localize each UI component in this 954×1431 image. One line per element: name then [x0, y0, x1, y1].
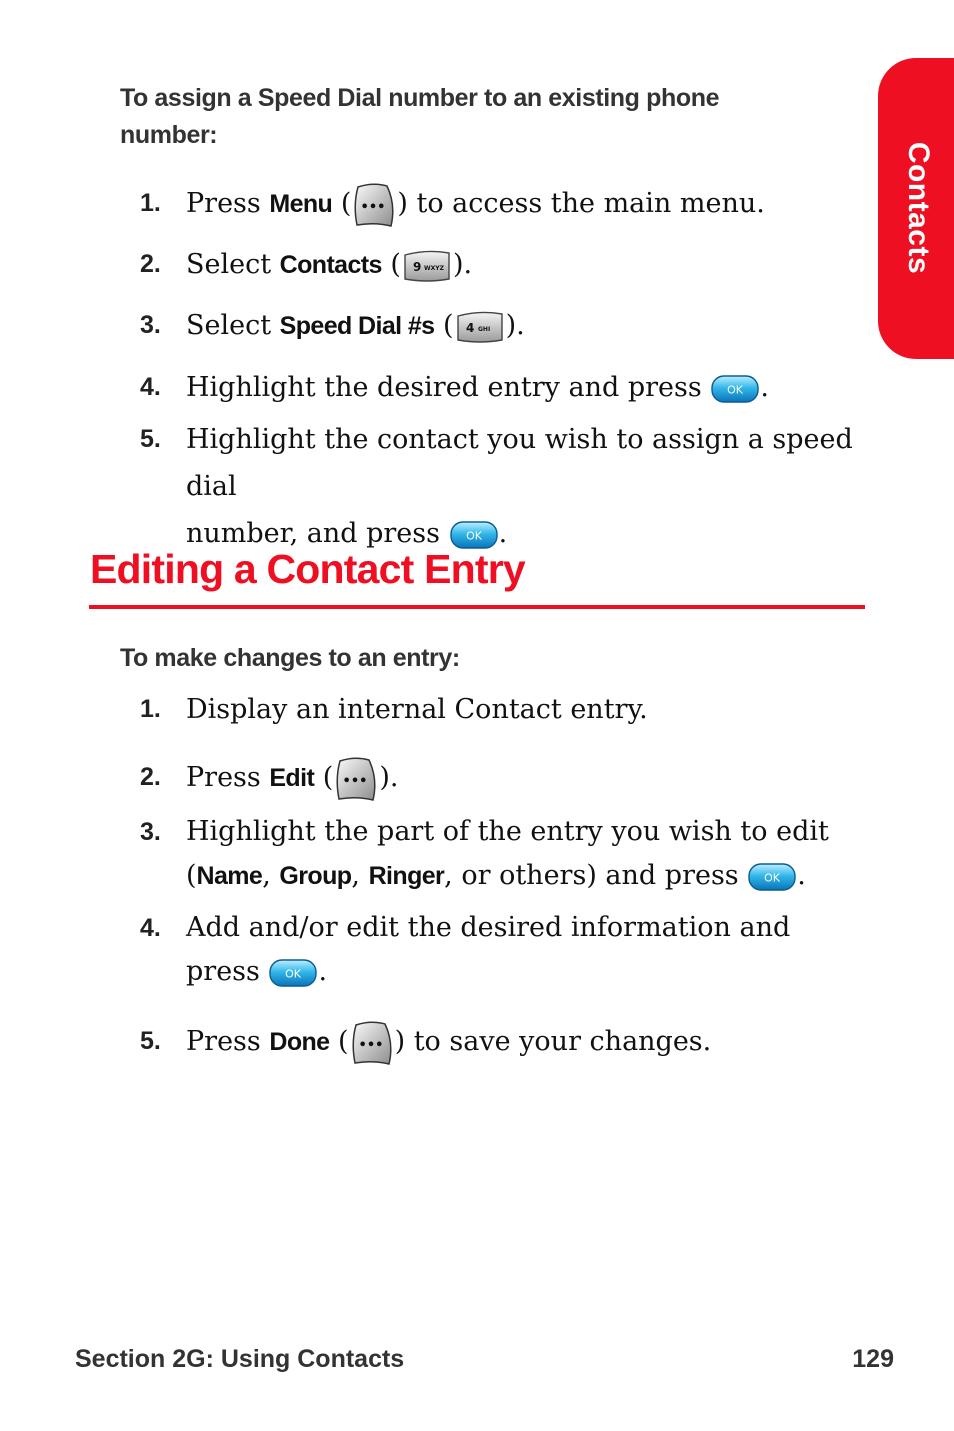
svg-text:4: 4: [465, 320, 474, 335]
svg-text:OK: OK: [285, 967, 302, 980]
side-tab-label: Contacts: [902, 141, 935, 275]
ok-button-icon: [710, 374, 760, 404]
softkey-dots-icon: [351, 181, 397, 229]
svg-text:WXYZ: WXYZ: [423, 264, 444, 272]
svg-text:GHI: GHI: [477, 325, 490, 333]
heading-rule: [89, 605, 865, 609]
softkey-dots-icon: [333, 755, 379, 803]
ok-button-icon: [268, 958, 318, 988]
key-4-ghi-icon: [454, 310, 506, 344]
section2-lead: To make changes to an entry:: [120, 644, 460, 672]
svg-text:•••: •••: [358, 1037, 384, 1053]
ok-button-icon: [449, 520, 499, 550]
key-9-wxyz-icon: [401, 249, 453, 283]
section1-lead: To assign a Speed Dial number to an existing phone number:: [120, 84, 720, 149]
footer-section: Section 2G: Using Contacts: [75, 1345, 405, 1373]
svg-text:OK: OK: [727, 383, 744, 396]
svg-text:OK: OK: [764, 871, 781, 884]
svg-text:9: 9: [412, 259, 422, 274]
svg-text:OK: OK: [465, 529, 482, 542]
page-number: 129: [852, 1345, 894, 1373]
ok-button-icon: [747, 862, 797, 892]
svg-text:•••: •••: [360, 199, 386, 215]
softkey-dots-icon: [349, 1019, 395, 1067]
svg-text:•••: •••: [342, 773, 368, 789]
page-title: Editing a Contact Entry: [90, 546, 525, 592]
